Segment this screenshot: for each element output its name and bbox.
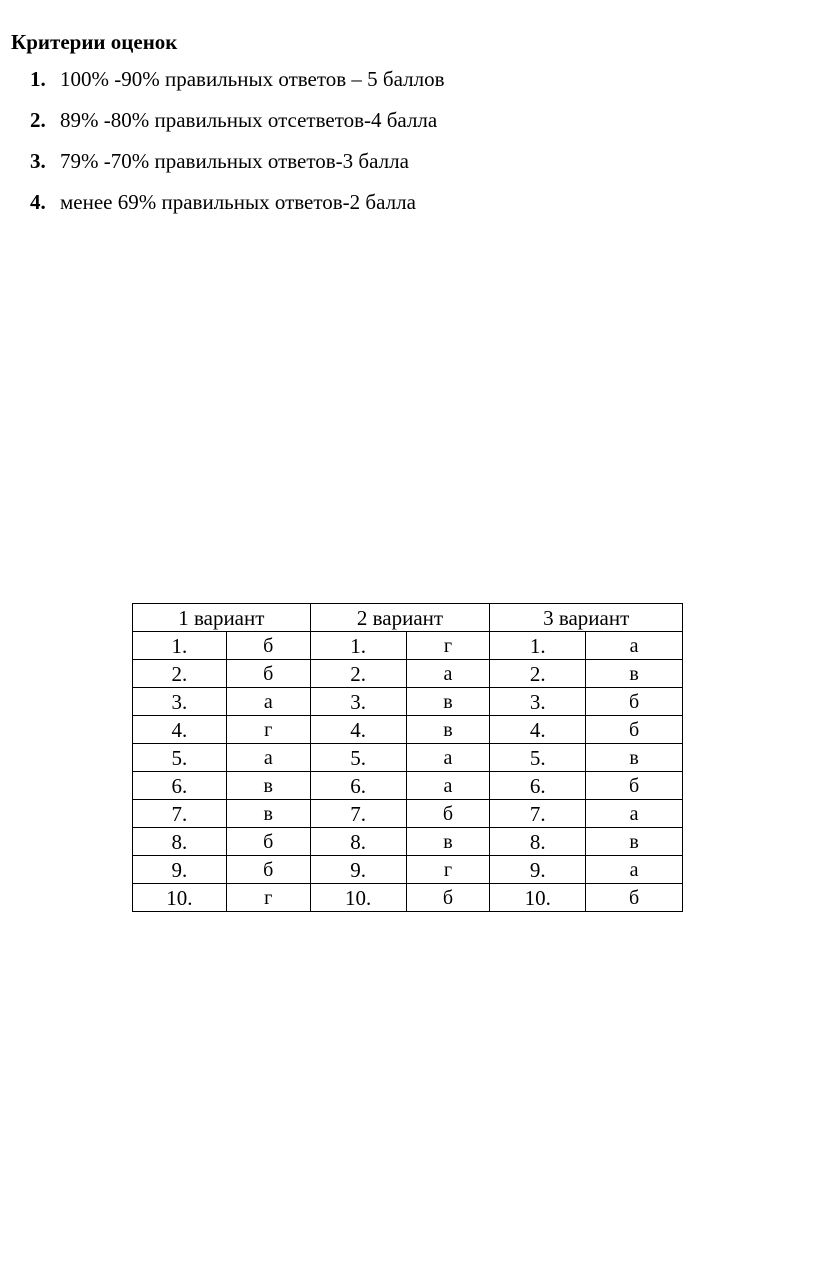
- table-row: [133, 660, 683, 688]
- answer-cell: а: [406, 660, 490, 688]
- criteria-number: 2.: [30, 108, 46, 132]
- answer-cell: в: [406, 716, 490, 744]
- table-row: [133, 800, 683, 828]
- answer-cell: в: [406, 688, 490, 716]
- answer-cell: б: [406, 884, 490, 912]
- criteria-item: [30, 190, 445, 231]
- question-number-cell: 5.: [490, 744, 586, 772]
- answer-cell: а: [586, 632, 683, 660]
- answer-cell: б: [406, 800, 490, 828]
- question-number-cell: 1.: [490, 632, 586, 660]
- question-number-cell: 10.: [490, 884, 586, 912]
- answer-cell: б: [226, 632, 310, 660]
- answer-cell: а: [226, 744, 310, 772]
- question-number-cell: 4.: [490, 716, 586, 744]
- page-title: Критерии оценок: [11, 30, 178, 54]
- answer-cell: а: [406, 772, 490, 800]
- answer-cell: б: [226, 856, 310, 884]
- criteria-number: 1.: [30, 67, 46, 91]
- question-number-cell: 6.: [310, 772, 406, 800]
- answer-cell: б: [586, 884, 683, 912]
- variant-header: 1 вариант: [133, 604, 311, 632]
- answer-cell: в: [586, 660, 683, 688]
- table-row: [133, 856, 683, 884]
- criteria-text: менее 69% правильных ответов-2 балла: [60, 190, 416, 214]
- question-number-cell: 8.: [310, 828, 406, 856]
- question-number-cell: 1.: [133, 632, 227, 660]
- answer-cell: г: [406, 632, 490, 660]
- variant-header: 2 вариант: [310, 604, 490, 632]
- criteria-item: [30, 149, 445, 190]
- answer-cell: в: [226, 772, 310, 800]
- question-number-cell: 2.: [490, 660, 586, 688]
- answer-cell: б: [226, 660, 310, 688]
- question-number-cell: 7.: [133, 800, 227, 828]
- criteria-item: [30, 67, 445, 108]
- question-number-cell: 2.: [310, 660, 406, 688]
- answer-cell: б: [586, 688, 683, 716]
- question-number-cell: 4.: [133, 716, 227, 744]
- answer-cell: в: [586, 828, 683, 856]
- question-number-cell: 1.: [310, 632, 406, 660]
- answer-cell: б: [586, 716, 683, 744]
- answer-cell: а: [226, 688, 310, 716]
- question-number-cell: 10.: [133, 884, 227, 912]
- criteria-text: 89% -80% правильных отсетветов-4 балла: [60, 108, 438, 132]
- answer-cell: б: [226, 828, 310, 856]
- question-number-cell: 4.: [310, 716, 406, 744]
- answer-cell: а: [586, 800, 683, 828]
- answer-cell: г: [406, 856, 490, 884]
- question-number-cell: 8.: [133, 828, 227, 856]
- table-row: [133, 744, 683, 772]
- answer-cell: в: [586, 744, 683, 772]
- question-number-cell: 10.: [310, 884, 406, 912]
- question-number-cell: 9.: [133, 856, 227, 884]
- answer-cell: б: [586, 772, 683, 800]
- criteria-number: 4.: [30, 190, 46, 214]
- answer-cell: г: [226, 884, 310, 912]
- criteria-text: 100% -90% правильных ответов – 5 баллов: [60, 67, 445, 91]
- question-number-cell: 2.: [133, 660, 227, 688]
- question-number-cell: 3.: [133, 688, 227, 716]
- answer-cell: в: [226, 800, 310, 828]
- answer-cell: г: [226, 716, 310, 744]
- answer-cell: в: [406, 828, 490, 856]
- answer-key-table: [132, 603, 683, 912]
- question-number-cell: 3.: [310, 688, 406, 716]
- question-number-cell: 9.: [310, 856, 406, 884]
- variant-header: 3 вариант: [490, 604, 683, 632]
- question-number-cell: 6.: [490, 772, 586, 800]
- criteria-number: 3.: [30, 149, 46, 173]
- question-number-cell: 5.: [133, 744, 227, 772]
- table-row: [133, 716, 683, 744]
- question-number-cell: 3.: [490, 688, 586, 716]
- question-number-cell: 5.: [310, 744, 406, 772]
- table-row: [133, 688, 683, 716]
- table-row: [133, 772, 683, 800]
- criteria-item: [30, 108, 445, 149]
- table-header-row: [133, 604, 683, 632]
- question-number-cell: 8.: [490, 828, 586, 856]
- answer-cell: а: [586, 856, 683, 884]
- table-row: [133, 828, 683, 856]
- criteria-list: [30, 67, 445, 231]
- question-number-cell: 7.: [490, 800, 586, 828]
- question-number-cell: 9.: [490, 856, 586, 884]
- question-number-cell: 7.: [310, 800, 406, 828]
- table-row: [133, 884, 683, 912]
- answer-cell: а: [406, 744, 490, 772]
- question-number-cell: 6.: [133, 772, 227, 800]
- criteria-text: 79% -70% правильных ответов-3 балла: [60, 149, 409, 173]
- table-row: [133, 632, 683, 660]
